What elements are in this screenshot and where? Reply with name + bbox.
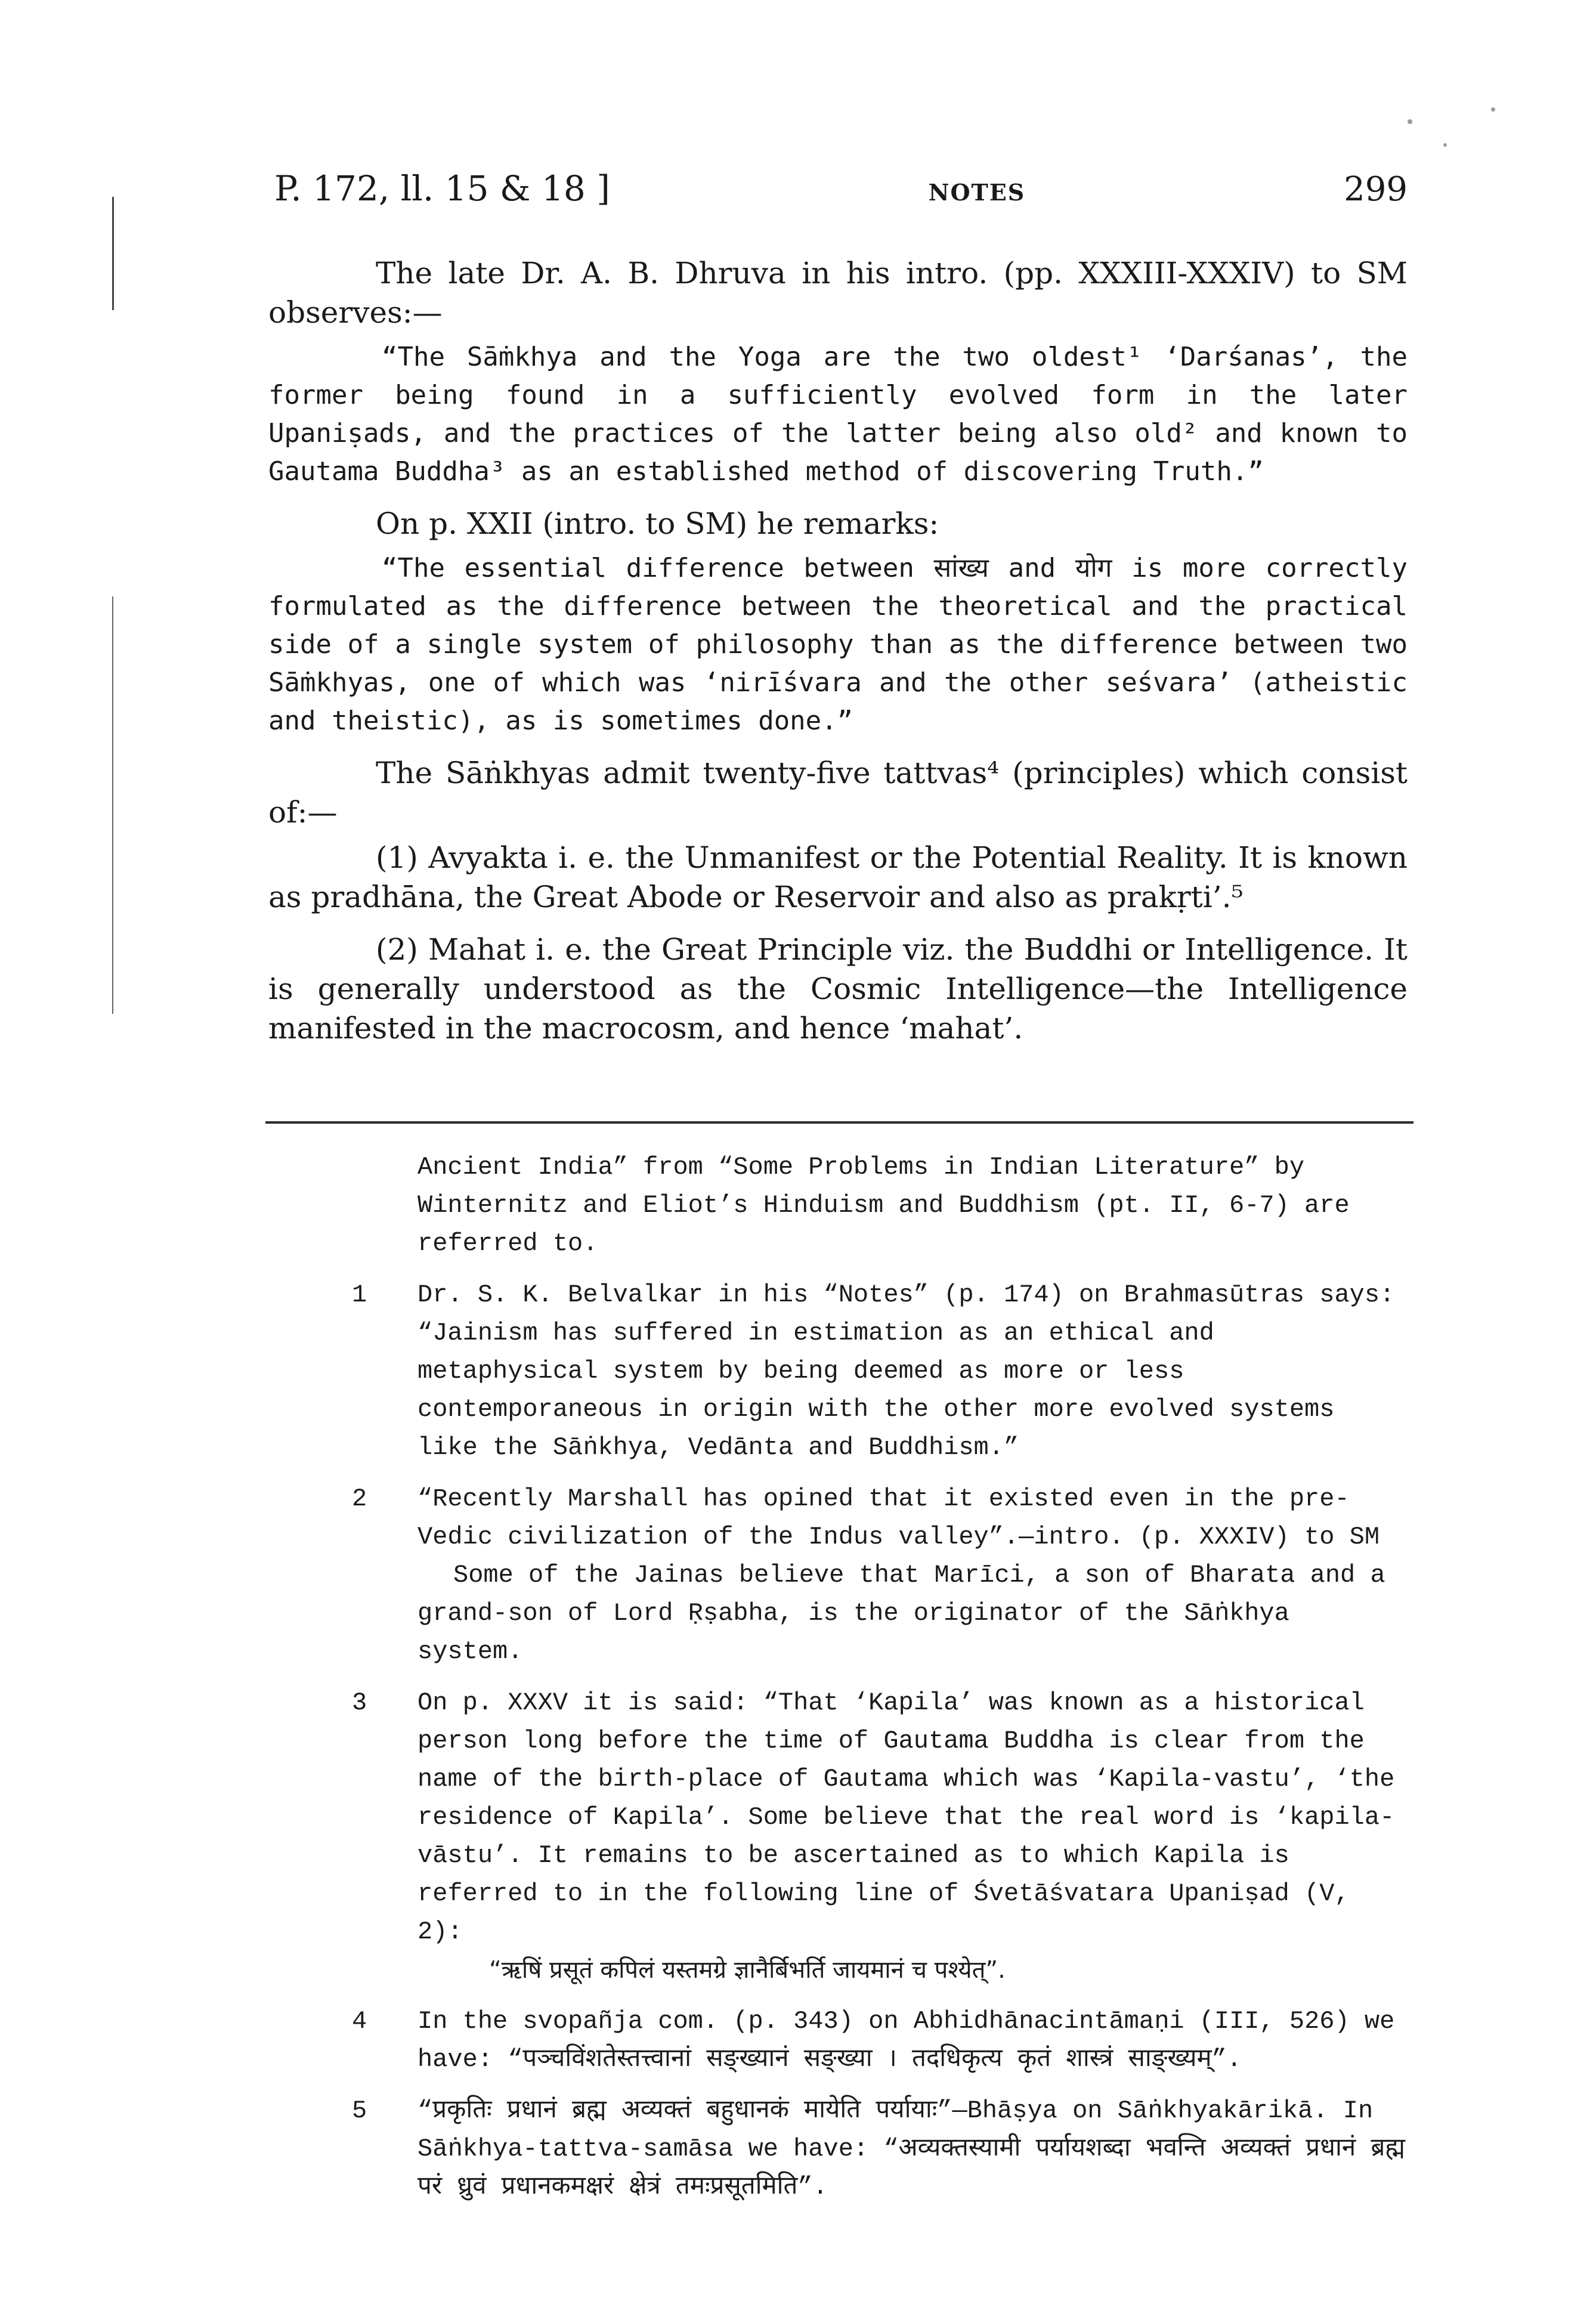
footnote-number: 3 [352, 1688, 367, 1717]
scan-speck [1408, 119, 1412, 124]
paragraph: The late Dr. A. B. Dhruva in his intro. (pp. XXXIII-XXXIV) to SM observes:— [268, 256, 1408, 330]
footnote-text: “Recently Marshall has opined that it existed even in the pre-Vedic civilization of the Indus valley”.—intro. (p. XXXIV) to SM [417, 1484, 1380, 1551]
footnote-number: 2 [352, 1484, 367, 1513]
scan-edge-line [112, 197, 114, 310]
footnote-divider [265, 1121, 1413, 1124]
footnote-number: 4 [352, 2007, 367, 2036]
footnote-text: On p. XXXV it is said: “That ‘Kapila’ was known as a historical person long before the time of Gautama Buddha is clear from the name of the birth-place of Gautama which was ‘Kapila-vastu’, ‘the residence of Kapila’. Some believe that the real word is ‘kapila-vāstu’. It remains to be ascertained as to which Kapila is referred to in the following line of Śvetāśvatara Upaniṣad (V, 2): [417, 1688, 1395, 1946]
block-quote: “The essential difference between सांख्य and योग is more correctly formulated as the difference between the theoretical and the practical side of a single system of philosophy than as the difference between two Sāṁkhyas, one of which was ‘nirīśvara and the other seśvara’ (atheistic and theistic), as is sometimes done.” [268, 553, 1408, 736]
scan-speck [1443, 143, 1447, 147]
scan-speck [1491, 107, 1495, 112]
block-quote: “The Sāṁkhya and the Yoga are the two oldest¹ ‘Darśanas’, the former being found in a sufficiently evolved form in the later Upaniṣads, and the practices of the latter being also old² and known to Gautama Buddha³ as an established method of discovering Truth.” [268, 342, 1408, 487]
footnotes [352, 1148, 1408, 2219]
footnote-number: 5 [352, 2096, 367, 2125]
paragraph: On p. XXII (intro. to SM) he remarks: [376, 506, 939, 541]
footnote [352, 2002, 1408, 2079]
running-title: NOTES [928, 179, 1026, 206]
page-header [274, 168, 1408, 222]
footnote-continuation: Ancient India” from “Some Problems in Indian Literature” by Winternitz and Eliot’s Hinduism and Buddhism (pt. II, 6-7) are referred to. [417, 1153, 1350, 1258]
list-item: (2) Mahat i. e. the Great Principle viz. the Buddhi or Intelligence. It is generally understood as the Cosmic Intelligence—the Intelligence manifested in the macrocosm, and hence ‘mahat’. [268, 932, 1408, 1046]
footnote [352, 2092, 1408, 2206]
footnote-text: In the svopañja com. (p. 343) on Abhidhānacintāmaṇi (III, 526) we have: “पञ्चविंशतेस्तत्त्वानां सङ्ख्यानं सङ्ख्या । तदधिकृत्य कृतं शास्त्रं साङ्ख्यम्”. [417, 2007, 1395, 2074]
sanskrit-verse: “ऋषिं प्रसूतं कपिलं यस्तमग्रे ज्ञानैर्बिभर्ति जायमानं च पश्येत्”. [489, 1956, 1006, 1984]
paragraph: The Sāṅkhyas admit twenty-five tattvas⁴ (principles) which consist of:— [268, 756, 1408, 830]
main-text [268, 253, 1408, 1061]
list-item: (1) Avyakta i. e. the Unmanifest or the Potential Reality. It is known as pradhāna, the Great Abode or Reservoir and also as prakṛti’.⁵ [268, 840, 1408, 914]
footnote-text: Some of the Jainas believe that Marīci, a son of Bharata and a grand-son of Lord Ṛṣabha, is the originator of the Sāṅkhya system. [417, 1561, 1385, 1666]
scan-edge-line [112, 596, 113, 1014]
footnote-text: “प्रकृतिः प्रधानं ब्रह्म अव्यक्तं बहुधानकं मायेति पर्यायाः”—Bhāṣya on Sāṅkhyakārikā. In Sāṅkhya-tattva-samāsa we have: “अव्यक्तस्यामी पर्यायशब्दा भवन्ति अव्यक्तं प्रधानं ब्रह्म परं ध्रुवं प्रधानकमक्षरं क्षेत्रं तमःप्रसूतमिति”. [417, 2096, 1406, 2201]
footnote [352, 1480, 1408, 1671]
footnote-number: 1 [352, 1281, 367, 1309]
footnote [352, 1276, 1408, 1467]
footnote [352, 1684, 1408, 1989]
section-reference: P. 172, ll. 15 & 18 ] [274, 168, 610, 209]
page-number: 299 [1344, 170, 1408, 209]
footnote-text: Dr. S. K. Belvalkar in his “Notes” (p. 174) on Brahmasūtras says: “Jainism has suffered in estimation as an ethical and metaphysical system by being deemed as more or less contemporaneous in origin with the other more evolved systems like the Sāṅkhya, Vedānta and Buddhism.” [417, 1281, 1395, 1462]
